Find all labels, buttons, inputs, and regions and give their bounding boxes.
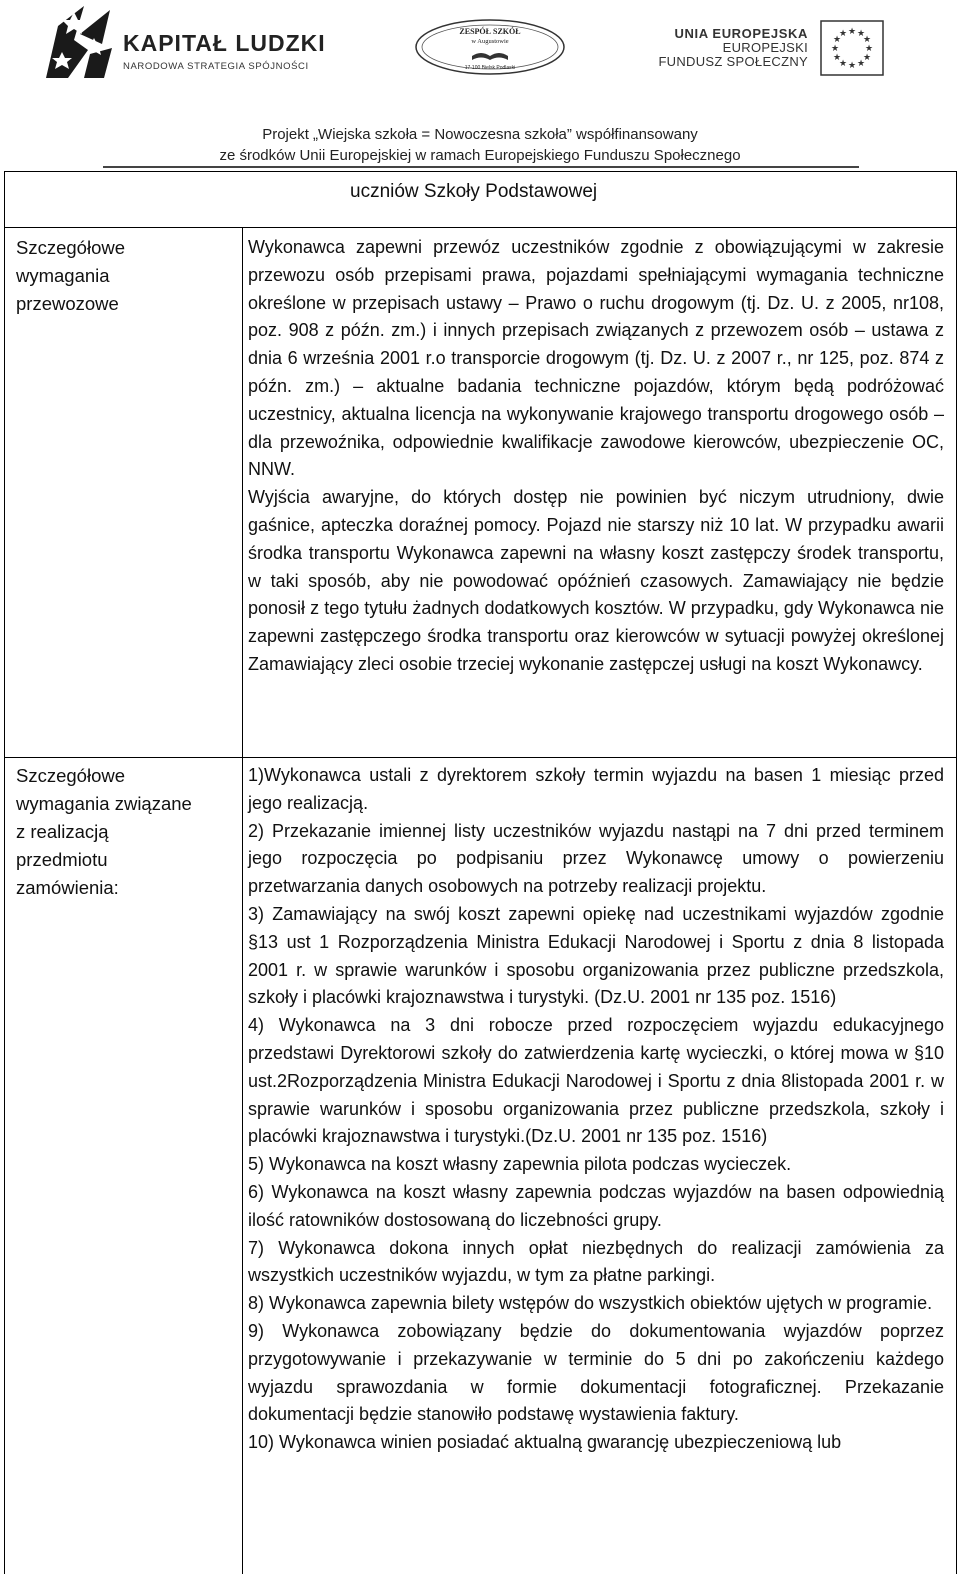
label-line: Szczegółowe [16, 765, 126, 786]
svg-text:★: ★ [838, 59, 848, 69]
kapital-ludzki-title: KAPITAŁ LUDZKI [123, 30, 326, 56]
label-line: przewozowe [16, 293, 119, 314]
kapital-ludzki-logo-text [123, 30, 326, 72]
svg-text:★: ★ [832, 35, 842, 45]
order-requirements-cell [248, 762, 944, 1457]
paragraph: Wykonawca zapewni przewóz uczestników zgodnie z obowiązującymi w zakresie przewozu osób przepisami prawa, pojazdami spełniającymi wymagania techniczne określone w przepisach ustawy – Prawo o ruchu drogowym (tj. Dz. U. z 2005, nr108, poz. 908 z późn. zm.) i innych przepisach związanych z przewozem osób – ustawa z dnia 6 września 2001 r.o transporcie drogowym (tj. Dz. U. z 2007 r., nr 125, poz. 874 z późn. zm.) – aktualne badania techniczne pojazdów, którym będą podróżować uczestnicy, aktualna licencja na wykonywanie krajowego transportu drogowego osób – dla przewoźnika, odpowiednie kwalifikacje zawodowe kierowców, ubezpieczenie OC, NNW. [248, 237, 944, 480]
label-line: Szczegółowe [16, 237, 126, 258]
paragraph: 2) Przekazanie imiennej listy uczestników wyjazdu nastąpi na 7 dni przed terminem jego rozpoczęcia po podpisaniu przez Wykonawcę umowy o powierzeniu przetwarzania danych osobowych na potrzeby realizacji projektu. [248, 820, 944, 897]
requirements-table [4, 171, 957, 1574]
paragraph: Wyjścia awaryjne, do których dostęp nie powinien być niczym utrudniony, dwie gaśnice, apteczka doraźnej pomocy. Pojazd nie starszy niż 10 lat. W przypadku awarii środka transportu Wykonawca zapewni na własny koszt zastępczy środek transportu, w taki sposób, aby nie powodować opóźnień czasowych. Zamawiający nie będzie ponosił z tego tytułu żadnych dodatkowych kosztów. W przypadku, gdy Wykonawca nie zapewni zastępczego środka transportu oraz kierowców w sytuacji powyżej określonej Zamawiający zleci osobie trzeciej wykonanie zastępczej usługi na koszt Wykonawcy. [248, 487, 944, 674]
svg-text:ZESPÓŁ SZKÓŁ: ZESPÓŁ SZKÓŁ [459, 27, 521, 36]
svg-text:★: ★ [838, 29, 848, 39]
label-line: wymagania [16, 265, 110, 286]
paragraph: 8) Wykonawca zapewnia bilety wstępów do wszystkich obiektów ujętych w programie. [248, 1293, 933, 1314]
header-divider [103, 166, 859, 168]
svg-text:★: ★ [862, 53, 872, 63]
column-divider [242, 228, 243, 1574]
eu-logo-text [658, 26, 808, 69]
kapital-ludzki-logo-icon [44, 4, 114, 80]
eu-flag-icon [820, 20, 884, 76]
svg-text:★: ★ [856, 29, 866, 39]
paragraph: 9) Wykonawca zobowiązany będzie do dokumentowania wyjazdów poprzez przygotowywanie i przekazywanie w terminie do 5 dni po zakończeniu każdego wyjazdu sprawozdania w formie dokumentacji fotograficznej. Przekazanie dokumentacji będzie stanowiło podstawę wystawienia faktury. [248, 1320, 944, 1425]
continuation-text: uczniów Szkoły Podstawowej [350, 181, 598, 202]
row-divider [5, 757, 956, 758]
row-label-order-requirements [16, 762, 192, 902]
svg-text:17-100 Bielsk Podlaski: 17-100 Bielsk Podlaski [464, 65, 516, 71]
paragraph: 7) Wykonawca dokona innych opłat niezbędnych do realizacji zamówienia za wszystkich uczestników wyjazdu, w tym za płatne parkingi. [248, 1237, 944, 1286]
label-line: zamówienia: [16, 877, 119, 898]
kapital-ludzki-subtitle: NARODOWA STRATEGIA SPÓJNOŚCI [123, 61, 309, 72]
page-header [0, 0, 960, 170]
school-seal-logo-icon [414, 18, 566, 76]
svg-text:★: ★ [847, 27, 857, 37]
project-line-1: Projekt „Wiejska szkoła = Nowoczesna szkoła” współfinansowany [262, 126, 698, 143]
project-line-2: ze środków Unii Europejskiej w ramach Europejskiego Funduszu Społecznego [219, 147, 741, 164]
paragraph: 1)Wykonawca ustali z dyrektorem szkoły termin wyjazdu na basen 1 miesiąc przed jego realizacją. [248, 765, 944, 813]
eu-title: UNIA EUROPEJSKA [674, 26, 808, 41]
svg-text:w Augustowie: w Augustowie [471, 38, 509, 45]
svg-text:★: ★ [847, 61, 857, 71]
table-continuation-row [5, 172, 956, 228]
svg-text:★: ★ [862, 35, 872, 45]
transport-requirements-cell [248, 234, 944, 679]
label-line: wymagania związane [16, 793, 192, 814]
row-label-transport-requirements [16, 234, 125, 318]
paragraph: 4) Wykonawca na 3 dni robocze przed rozpoczęciem wyjazdu edukacyjnego przedstawi Dyrektorowi szkoły do zatwierdzenia kartę wycieczki, o której mowa w §10 ust.2Rozporządzenia Ministra Edukacji Narodowej i Sportu z dnia 8listopada 2001 r. w sprawie warunków i sposobu organizowania przez publiczne przedszkola, szkoły i placówki krajoznawstwa i turystyki.(Dz.U. 2001 nr 135 poz. 1516) [248, 1015, 944, 1147]
svg-text:★: ★ [856, 59, 866, 69]
label-line: przedmiotu [16, 849, 108, 870]
label-line: z realizacją [16, 821, 109, 842]
paragraph: 5) Wykonawca na koszt własny zapewnia pilota podczas wycieczek. [248, 1154, 792, 1175]
eu-line-3: FUNDUSZ SPOŁECZNY [658, 54, 808, 69]
paragraph: 10) Wykonawca winien posiadać aktualną gwarancję ubezpieczeniową lub [248, 1432, 842, 1453]
paragraph: 6) Wykonawca na koszt własny zapewnia podczas wyjazdów na basen odpowiednią ilość ratowników dostosowaną do liczebności grupy. [248, 1181, 944, 1230]
eu-line-2: EUROPEJSKI [722, 40, 808, 55]
svg-text:★: ★ [864, 44, 874, 54]
svg-text:★: ★ [830, 44, 840, 54]
paragraph: 3) Zamawiający na swój koszt zapewni opiekę nad uczestnikami wyjazdów zgodnie §13 ust 1 Rozporządzenia Ministra Edukacji Narodowej i Sportu z dnia 8 listopada 2001 r. w sprawie warunków i sposobu organizowania przez publiczne przedszkola, szkoły i placówki krajoznawstwa i turystyki. (Dz.U. 2001 nr 135 poz. 1516) [248, 903, 944, 1008]
svg-text:★: ★ [832, 53, 842, 63]
